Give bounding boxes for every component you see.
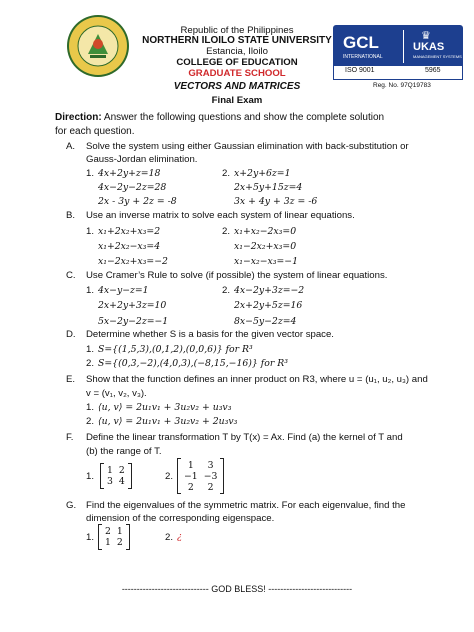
problem-number: 1. bbox=[86, 168, 95, 179]
gcl-subtext: INTERNATIONAL bbox=[343, 54, 383, 60]
direction bbox=[55, 112, 384, 123]
matrix-entry: 1 bbox=[187, 459, 194, 471]
matrix-entry: 2 bbox=[207, 481, 214, 493]
problem-number: 2. bbox=[222, 285, 231, 296]
matrix-entry: −1 bbox=[184, 470, 198, 482]
registration-number: Reg. No. 97Q19783 bbox=[373, 82, 431, 89]
direction-label: Direction: bbox=[55, 112, 102, 123]
matrix-entry: 2 bbox=[118, 465, 125, 476]
ukas-subtext: MANAGEMENT SYSTEMS bbox=[413, 54, 462, 59]
matrix-entry: 1 bbox=[107, 465, 113, 476]
gcl-certification-logo bbox=[333, 25, 463, 80]
location-line: Estancia, Iloilo bbox=[206, 46, 268, 57]
question-e-letter: E. bbox=[66, 374, 76, 385]
problem-number: 1. bbox=[86, 285, 95, 296]
equation: x₁+x₂−2x₃=0 bbox=[234, 226, 297, 237]
matrix-entry: −3 bbox=[203, 470, 218, 482]
inner-product: ⟨u, v⟩ = 2u₁v₁ + 3u₂v₂ + 2u₃v₃ bbox=[98, 416, 238, 427]
problem-number: 2. bbox=[86, 358, 95, 369]
god-bless-footer: ----------------------------- GOD BLESS! ---------------------------- bbox=[121, 584, 353, 594]
equation: x+2y+6z=1 bbox=[234, 168, 291, 179]
question-b-text: Use an inverse matrix to solve each system of linear equations. bbox=[86, 210, 355, 221]
problem-number: 1. bbox=[86, 226, 95, 237]
direction-text-2: for each question. bbox=[55, 126, 135, 137]
equation: 2x+2y+5z=16 bbox=[234, 300, 303, 311]
question-g-text-2: dimension of the corresponding eigenspace. bbox=[86, 513, 275, 524]
equation: 4x−y−z=1 bbox=[98, 285, 149, 296]
equation: x₁+2x₂−x₃=4 bbox=[98, 241, 161, 252]
question-g-letter: G. bbox=[66, 500, 77, 511]
university-name: NORTHERN ILOILO STATE UNIVERSITY bbox=[142, 35, 332, 46]
question-f-text-2: (b) the range of T. bbox=[86, 446, 162, 457]
equation: 2x+5y+15z=4 bbox=[234, 182, 303, 193]
graduate-school: GRADUATE SCHOOL bbox=[188, 68, 286, 79]
matrix-entry: 2 bbox=[116, 537, 123, 548]
basis-set: S={(1,5,3),(0,1,2),(0,0,6)} for R³ bbox=[98, 344, 253, 355]
question-f-letter: F. bbox=[66, 432, 74, 443]
matrix-entry: 1 bbox=[116, 526, 123, 537]
matrix-entry: 2 bbox=[105, 526, 111, 537]
matrix-entry: 3 bbox=[207, 459, 214, 471]
gcl-text: GCL bbox=[343, 33, 379, 52]
equation: 2x - 3y + 2z = -8 bbox=[98, 196, 177, 207]
basis-set: S={(0,3,−2),(4,0,3),(−8,15,−16)} for R³ bbox=[98, 358, 288, 369]
question-d-letter: D. bbox=[66, 329, 76, 340]
problem-number: 1. bbox=[86, 344, 95, 355]
question-g-text: Find the eigenvalues of the symmetric matrix. For each eigenvalue, find the bbox=[86, 500, 406, 511]
matrix-entry: 2 bbox=[187, 481, 194, 493]
ukas-text: UKAS bbox=[413, 41, 445, 53]
matrix-entry: 1 bbox=[105, 537, 111, 548]
exam-title: VECTORS AND MATRICES bbox=[173, 81, 301, 92]
question-c-letter: C. bbox=[66, 270, 76, 281]
ukas-number: 5965 bbox=[425, 67, 441, 74]
problem-number: 2. bbox=[222, 226, 231, 237]
matrix-entry: 3 bbox=[107, 476, 113, 487]
question-c-text: Use Cramer’s Rule to solve (if possible) the system of linear equations. bbox=[86, 270, 388, 281]
equation: 8x−5y−2z=4 bbox=[234, 316, 297, 327]
inner-product: ⟨u, v⟩ = 2u₁v₁ + 3u₂v₂ + u₃v₃ bbox=[98, 402, 232, 413]
equation: 4x+2y+z=18 bbox=[98, 168, 161, 179]
problem-number: 2. bbox=[86, 416, 95, 427]
problem-number: 1. bbox=[86, 532, 95, 543]
question-b-letter: B. bbox=[66, 210, 76, 221]
equation: 4x−2y+3z=−2 bbox=[234, 285, 305, 296]
question-a-text-2: Gauss-Jordan elimination. bbox=[86, 154, 198, 165]
equation: 3x + 4y + 3z = -6 bbox=[234, 196, 318, 207]
question-e-text: Show that the function defines an inner product on R3, where u = (u₁, u₂, u₃) and bbox=[86, 374, 428, 385]
question-a-letter: A. bbox=[66, 141, 76, 152]
equation: x₁−x₂−x₃=−1 bbox=[234, 256, 298, 267]
equation: 5x−2y−2z=−1 bbox=[98, 316, 169, 327]
exam-subtitle: Final Exam bbox=[211, 95, 263, 106]
matrix-entry: 4 bbox=[118, 476, 125, 487]
problem-number: 2. bbox=[165, 471, 174, 482]
question-e-text-2: v = (v₁, v₂, v₃). bbox=[86, 388, 147, 399]
college-name: COLLEGE OF EDUCATION bbox=[176, 57, 298, 68]
republic-line: Republic of the Philippines bbox=[180, 25, 294, 36]
missing-matrix-glyph: ¿ bbox=[177, 531, 182, 542]
question-f-text: Define the linear transformation T by T(x) = Ax. Find (a) the kernel of T and bbox=[86, 432, 403, 443]
problem-number: 2. bbox=[165, 532, 174, 543]
iso-label: ISO 9001 bbox=[345, 67, 375, 74]
equation: x₁+2x₂+x₃=2 bbox=[98, 226, 161, 237]
question-d-text: Determine whether S is a basis for the given vector space. bbox=[86, 329, 334, 340]
crown-icon: ♛ bbox=[421, 30, 431, 42]
problem-number: 2. bbox=[222, 168, 231, 179]
problem-number: 1. bbox=[86, 471, 95, 482]
question-a-text: Solve the system using either Gaussian elimination with back-substitution or bbox=[86, 141, 409, 152]
equation: 2x+2y+3z=10 bbox=[98, 300, 167, 311]
problem-number: 1. bbox=[86, 402, 95, 413]
matrix-2x2 bbox=[100, 463, 132, 489]
symmetric-matrix bbox=[98, 524, 130, 550]
equation: x₁−2x₂+x₃=−2 bbox=[98, 256, 168, 267]
matrix-3x2 bbox=[177, 458, 224, 494]
equation: 4x−2y−2z=28 bbox=[98, 182, 167, 193]
equation: x₁−2x₂+x₃=0 bbox=[234, 241, 297, 252]
direction-text: Answer the following questions and show the complete solution bbox=[103, 112, 385, 123]
